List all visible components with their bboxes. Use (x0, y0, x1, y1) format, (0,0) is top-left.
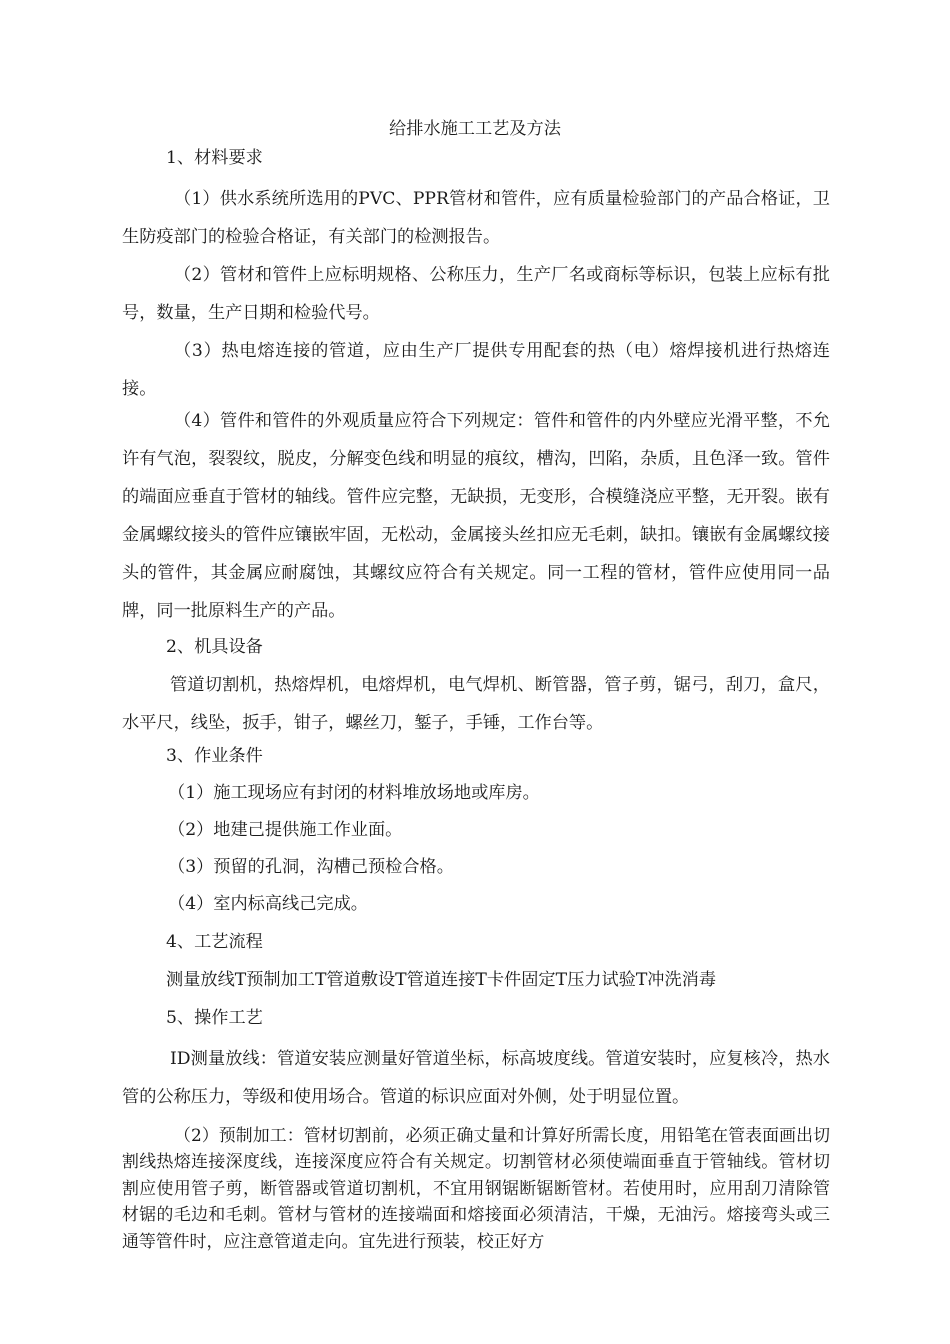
paragraph: 管道切割机，热熔焊机，电熔焊机，电气焊机、断管器，管子剪，锯弓，刮刀，盒尺，水平尺，线坠，扳手，钳子，螺丝刀，錾子，手锤，工作台等。 (122, 675, 830, 733)
list-item: （4）室内标高线己完成。 (168, 894, 368, 914)
paragraph: ID测量放线：管道安装应测量好管道坐标，标高坡度线。管道安装时，应复核冷，热水管的公称压力，等级和使用场合。管道的标识应面对外侧，处于明显位置。 (122, 1049, 830, 1107)
paragraph: （1）供水系统所选用的PVC、PPR管材和管件，应有质量检验部门的产品合格证，卫生防疫部门的检验合格证，有关部门的检测报告。 (122, 189, 830, 247)
list-item: （1）施工现场应有封闭的材料堆放场地或库房。 (168, 783, 540, 803)
section-heading-equipment: 2、机具设备 (166, 637, 263, 657)
list-item: （2）地建己提供施工作业面。 (168, 820, 403, 840)
section-heading-materials: 1、材料要求 (166, 148, 263, 168)
section-heading-process: 4、工艺流程 (166, 932, 263, 952)
paragraph: （2）管材和管件上应标明规格、公称压力，生产厂名或商标等标识，包装上应标有批号，数量，生产日期和检验代号。 (122, 265, 830, 323)
paragraph: 测量放线T预制加工T管道敷设T管道连接T卡件固定T压力试验T冲洗消毒 (166, 970, 717, 990)
section-heading-conditions: 3、作业条件 (166, 746, 263, 766)
document-title: 给排水施工工艺及方法 (389, 119, 561, 139)
paragraph: （4）管件和管件的外观质量应符合下列规定：管件和管件的内外壁应光滑平整，不允许有气泡，裂裂纹，脱皮，分解变色线和明显的痕纹，槽沟，凹陷，杂质，且色泽一致。管件的端面应垂直于管材的轴线。管件应完整，无缺损，无变形，合模缝浇应平整，无开裂。嵌有金属螺纹接头的管件应镶嵌牢固，无松动，金属接头丝扣应无毛刺，缺扣。镶嵌有金属螺纹接头的管件，其金属应耐腐蚀，其螺纹应符合有关规定。同一工程的管材，管件应使用同一品牌，同一批原料生产的产品。 (122, 411, 830, 621)
paragraph: （2）预制加工：管材切割前，必须正确丈量和计算好所需长度，用铅笔在管表面画出切割线热熔连接深度线，连接深度应符合有关规定。切割管材必须使端面垂直于管轴线。管材切割应使用管子剪，断管器或管道切割机，不宜用钢锯断锯断管材。若使用时，应用刮刀清除管材锯的毛边和毛刺。管材与管材的连接端面和熔接面必须清洁，干燥，无油污。熔接弯头或三通等管件时，应注意管道走向。宜先进行预装，校正好方 (122, 1125, 830, 1251)
section-heading-operation: 5、操作工艺 (166, 1008, 263, 1028)
list-item: （3）预留的孔洞，沟槽己预检合格。 (168, 857, 454, 877)
paragraph: （3）热电熔连接的管道，应由生产厂提供专用配套的热（电）熔焊接机进行热熔连接。 (122, 341, 830, 399)
